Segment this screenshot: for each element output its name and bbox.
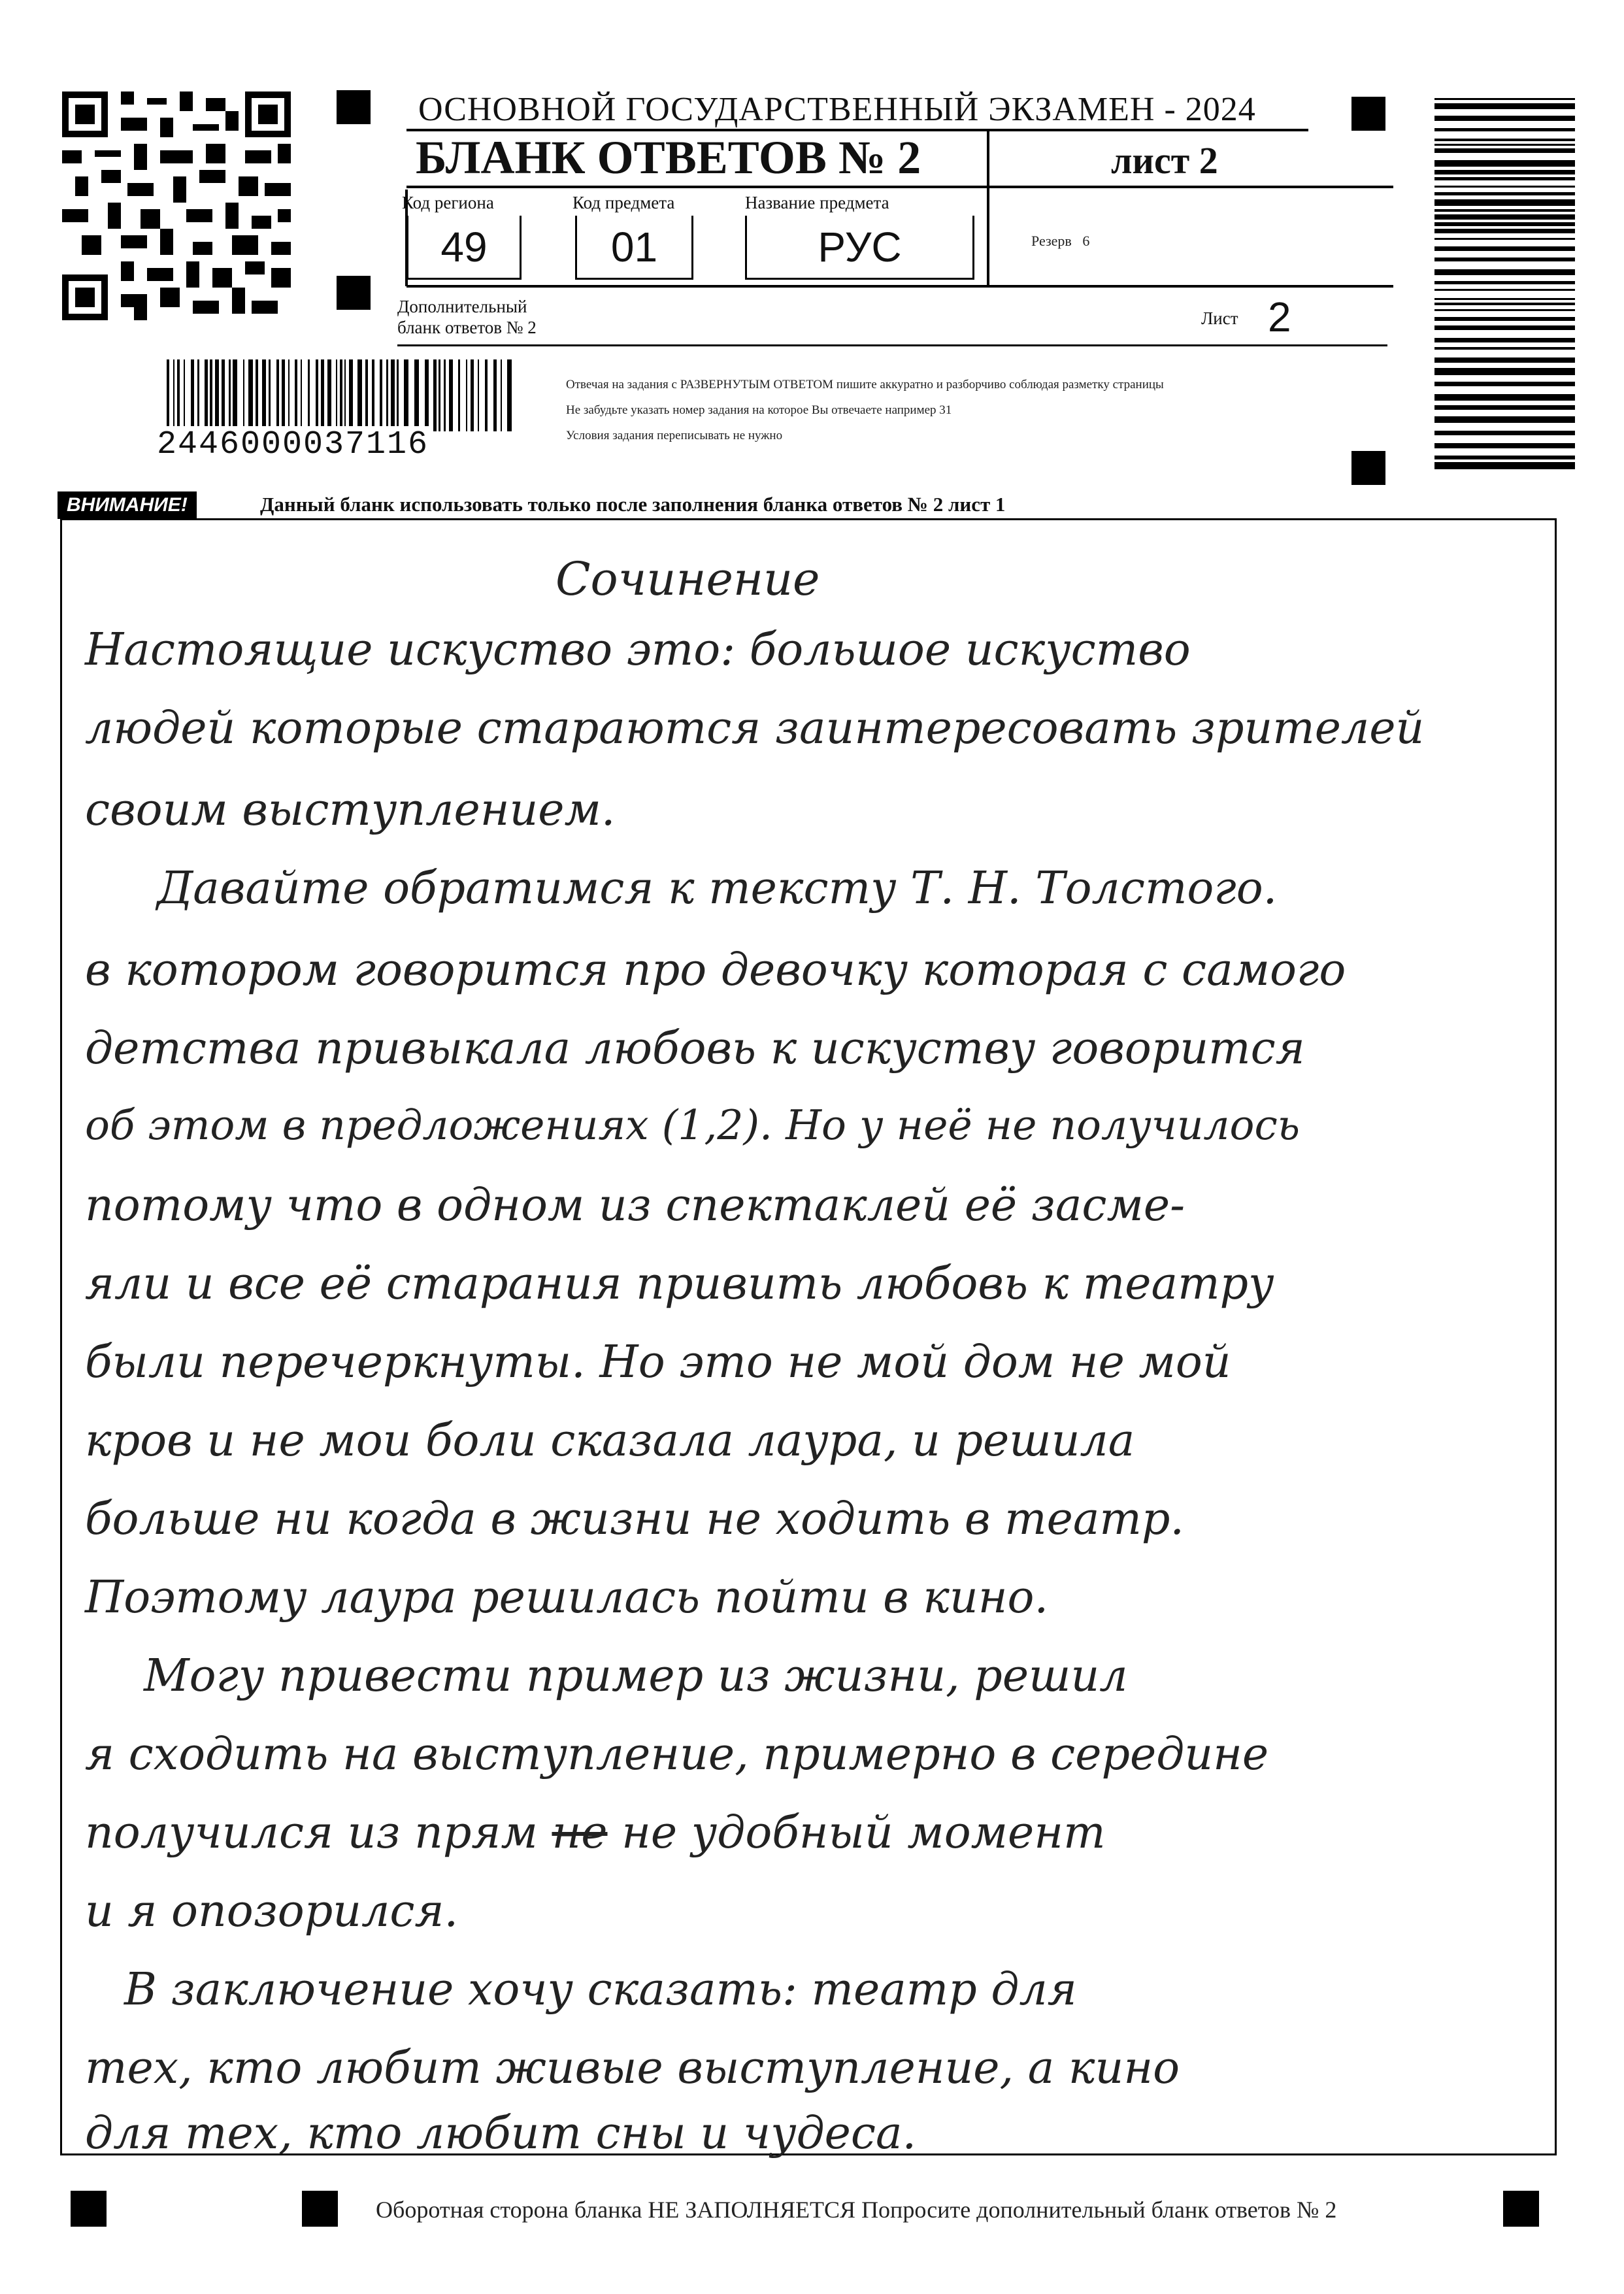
qr-code-icon: [62, 91, 291, 320]
attention-badge: ВНИМАНИЕ!: [58, 491, 197, 519]
alignment-marker-top-left: [337, 90, 371, 124]
alignment-marker-top-right: [1351, 97, 1385, 131]
additional-form-label-2: бланк ответов № 2: [397, 318, 537, 337]
alignment-marker-bottom-right: [1503, 2191, 1539, 2227]
handwritten-line-15: я сходить на выступление, примерно в середине: [85, 1729, 1269, 1780]
vertical-barcode-icon: [1434, 98, 1575, 477]
barcode-number: 2446000037116: [157, 426, 429, 463]
instruction-line-2: Не забудьте указать номер задания на которое Вы отвечаете например 31: [566, 403, 952, 417]
handwritten-line-9: яли и все её старания привить любовь к театру: [85, 1258, 1274, 1310]
additional-form-label-1: Дополнительный: [397, 297, 527, 316]
alignment-marker-bottom-left: [71, 2191, 107, 2227]
exam-title: ОСНОВНОЙ ГОСУДАРСТВЕННЫЙ ЭКЗАМЕН - 2024: [418, 91, 1256, 128]
header-bottom-line: [406, 285, 1393, 288]
handwritten-line-5: в котором говорится про девочку которая с самого: [85, 944, 1346, 996]
handwritten-line-6: детства привыкала любовь к искуству говорится: [85, 1023, 1305, 1074]
subject-name-field: РУС: [745, 216, 974, 280]
handwritten-line-19: тех, кто любит живые выступление, а кино: [85, 2042, 1180, 2094]
subject-name-label: Название предмета: [745, 193, 889, 212]
handwritten-line-2: людей которые стараются заинтересовать зрителей: [85, 703, 1425, 754]
instruction-line-3: Условия задания переписывать не нужно: [566, 429, 783, 442]
instruction-line-1: Отвечая на задания с РАЗВЕРНУТЫМ ОТВЕТОМ пишите аккуратно и разборчиво соблюдая разметку страницы: [566, 378, 1164, 391]
sheet-label: лист 2: [1111, 139, 1218, 182]
handwritten-line-11: кров и не мои боли сказала лаура, и решила: [85, 1415, 1135, 1467]
footer-text: Оборотная сторона бланка НЕ ЗАПОЛНЯЕТСЯ Попросите дополнительный бланк ответов № 2: [376, 2197, 1337, 2223]
header-divider: [987, 131, 989, 288]
handwritten-line-12: больше ни когда в жизни не ходить в театр.: [85, 1493, 1185, 1545]
sheet-number: 2: [1268, 293, 1291, 341]
alignment-marker-bottom-mid: [302, 2191, 338, 2227]
handwritten-line-13: Поэтому лаура решилась пойти в кино.: [85, 1572, 1049, 1623]
region-code-field: 49: [406, 216, 522, 280]
handwritten-line-8: потому что в одном из спектаклей её засме-: [85, 1180, 1185, 1231]
handwritten-line-20: для тех, кто любит сны и чудеса.: [85, 2108, 917, 2159]
handwritten-line-10: были перечеркнуты. Но это не мой дом не мой: [85, 1337, 1231, 1388]
handwritten-line-16-end: не удобный момент: [621, 1807, 1106, 1859]
handwritten-line-18: В заключение хочу сказать: театр для: [124, 1964, 1077, 2016]
subject-code-label: Код предмета: [572, 193, 675, 212]
region-code-label: Код региона: [402, 193, 494, 212]
alignment-marker-mid-right: [1351, 451, 1385, 485]
handwritten-line-1: Настоящие искуство это: большое искуство: [85, 624, 1191, 676]
attention-text: Данный бланк использовать только после заполнения бланка ответов № 2 лист 1: [260, 493, 1006, 516]
form-title-underline: [406, 186, 1393, 188]
handwritten-line-3: своим выступлением.: [85, 784, 616, 836]
struck-word: не: [552, 1807, 608, 1859]
reserve-value: 6: [1082, 233, 1090, 249]
reserve-label-text: Резерв: [1031, 233, 1072, 249]
sheet-number-label: Лист: [1201, 308, 1238, 328]
handwritten-line-7: об этом в предложениях (1,2). Но у неё не получилось: [85, 1101, 1301, 1149]
handwritten-line-16: [85, 1807, 1106, 1859]
reserve-label: [1031, 233, 1089, 250]
handwritten-line-16-start: получился из прям: [85, 1807, 538, 1859]
handwritten-line-4: Давайте обратимся к тексту Т. Н. Толстого.: [157, 863, 1278, 914]
handwritten-line-17: и я опозорился.: [85, 1886, 459, 1937]
essay-title: Сочинение: [555, 552, 820, 606]
form-title: БЛАНК ОТВЕТОВ № 2: [416, 131, 921, 184]
additional-form-line: [397, 344, 1387, 346]
subject-code-field: 01: [575, 216, 693, 280]
alignment-marker-mid-left: [337, 276, 371, 310]
handwritten-line-14: Могу привести пример из жизни, решил: [144, 1650, 1128, 1702]
